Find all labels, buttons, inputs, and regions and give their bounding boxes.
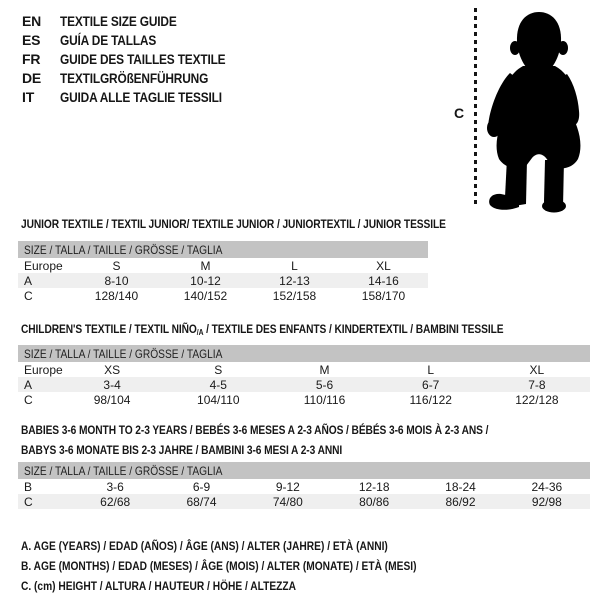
cell: 68/74 (186, 494, 217, 509)
cell: 86/92 (445, 494, 476, 509)
table-row-europe (18, 362, 590, 377)
table-row-b (18, 479, 590, 494)
height-label-c: C (454, 105, 465, 121)
cell: 80/86 (359, 494, 390, 509)
language-label: TEXTILE SIZE GUIDE (60, 12, 177, 29)
row-label: C (24, 494, 33, 509)
cell: 140/152 (183, 288, 228, 303)
footnote-b: B. AGE (MONTHS) / EDAD (MESES) / ÂGE (MOIS) / ALTER (MONATE) / ETÀ (MESI) (21, 559, 417, 573)
cell: 12-13 (279, 273, 310, 288)
table-row-c (18, 392, 590, 407)
row-label: C (24, 288, 33, 303)
size-header-bar (18, 241, 428, 258)
cell: 92/98 (531, 494, 562, 509)
language-label: GUIDA ALLE TAGLIE TESSILI (60, 88, 222, 105)
cell: 10-12 (190, 273, 221, 288)
junior-table-heading-text: JUNIOR TEXTILE / TEXTIL JUNIOR/ TEXTILE JUNIOR / JUNIORTEXTIL / JUNIOR TESSILE (21, 217, 446, 231)
children-table-heading (21, 322, 589, 337)
language-label: GUIDE DES TAILLES TEXTILE (60, 50, 226, 67)
cell: 6-9 (192, 479, 211, 494)
cell: 24-36 (531, 479, 563, 494)
cell: S (214, 362, 223, 377)
language-code: DE (22, 69, 42, 86)
babies-heading-line2: BABYS 3-6 MONATE BIS 2-3 JAHRE / BAMBINI 3-6 MESI A 2-3 ANNI (21, 443, 343, 457)
row-label: B (24, 479, 33, 494)
language-code: ES (22, 31, 41, 48)
row-label: A (24, 377, 33, 392)
cell: 7-8 (528, 377, 546, 392)
cell: M (200, 258, 211, 273)
language-code: FR (22, 50, 41, 67)
cell: M (319, 362, 330, 377)
row-label: A (24, 273, 33, 288)
cell: 116/122 (409, 392, 452, 407)
row-label: Europe (24, 362, 63, 377)
children-table-heading-text (21, 322, 503, 337)
cell: 9-12 (275, 479, 300, 494)
cell: 74/80 (272, 494, 303, 509)
size-header-bar (18, 345, 590, 362)
children-heading-prefix: CHILDREN'S TEXTILE / TEXTIL NIÑO (21, 322, 197, 336)
table-row-a (18, 377, 590, 392)
table-row-a (18, 273, 428, 288)
cell: 5-6 (315, 377, 334, 392)
babies-size-table (18, 462, 590, 509)
cell: L (291, 258, 298, 273)
junior-size-table (18, 241, 428, 303)
footnote-a: A. AGE (YEARS) / EDAD (AÑOS) / ÂGE (ANS) / ALTER (JAHRE) / ETÀ (ANNI) (21, 539, 388, 553)
size-header-text: SIZE / TALLA / TAILLE / GRÖSSE / TAGLIA (24, 242, 223, 257)
cell: 18-24 (445, 479, 476, 494)
height-measure-dashed-line (474, 8, 477, 208)
table-row-c (18, 494, 590, 509)
children-size-table (18, 345, 590, 407)
footnotes (21, 536, 486, 596)
row-label: C (24, 392, 33, 407)
cell: 8-10 (104, 273, 129, 288)
language-label: TEXTILGRÖßENFÜHRUNG (60, 69, 209, 86)
cell: 3-4 (103, 377, 121, 392)
baby-figure (450, 5, 600, 215)
cell: 4-5 (209, 377, 227, 392)
cell: 122/128 (515, 392, 559, 407)
language-row-fr (22, 49, 255, 68)
cell: 3-6 (106, 479, 124, 494)
table-row-c (18, 288, 428, 303)
cell: XL (376, 258, 391, 273)
language-row-it (22, 87, 255, 106)
junior-table-heading (21, 217, 521, 231)
baby-silhouette-icon (483, 8, 595, 213)
cell: 158/170 (361, 288, 406, 303)
cell: 152/158 (272, 288, 317, 303)
children-heading-subscript: /A (196, 328, 204, 337)
cell: 14-16 (368, 273, 399, 288)
cell: 104/110 (197, 392, 240, 407)
language-row-es (22, 30, 255, 49)
cell: XS (104, 362, 121, 377)
language-label: GUÍA DE TALLAS (60, 31, 157, 48)
cell: 110/116 (303, 392, 346, 407)
cell: XL (529, 362, 545, 377)
footnote-c: C. (cm) HEIGHT / ALTURA / HAUTEUR / HÖHE / ALTEZZA (21, 579, 297, 593)
table-row-europe (18, 258, 428, 273)
size-header-text: SIZE / TALLA / TAILLE / GRÖSSE / TAGLIA (24, 346, 223, 361)
language-row-de (22, 68, 255, 87)
cell: 98/104 (93, 392, 131, 407)
row-label: Europe (24, 258, 63, 273)
language-list (22, 11, 255, 106)
language-code: EN (22, 12, 42, 29)
size-header-bar (18, 462, 590, 479)
cell: 128/140 (94, 288, 139, 303)
cell: 12-18 (358, 479, 390, 494)
size-header-text: SIZE / TALLA / TAILLE / GRÖSSE / TAGLIA (24, 463, 223, 478)
cell: S (112, 258, 121, 273)
cell: 62/68 (100, 494, 131, 509)
babies-heading-line1: BABIES 3-6 MONTH TO 2-3 YEARS / BEBÉS 3-6 MESES A 2-3 AÑOS / BÉBÉS 3-6 MOIS À 2-3 ANS / (21, 423, 489, 437)
language-code: IT (22, 88, 35, 105)
language-row-en (22, 11, 255, 30)
cell: L (427, 362, 435, 377)
babies-table-heading (21, 420, 571, 460)
children-heading-suffix: / TEXTILE DES ENFANTS / KINDERTEXTIL / BAMBINI TESSILE (203, 322, 504, 336)
cell: 6-7 (422, 377, 440, 392)
